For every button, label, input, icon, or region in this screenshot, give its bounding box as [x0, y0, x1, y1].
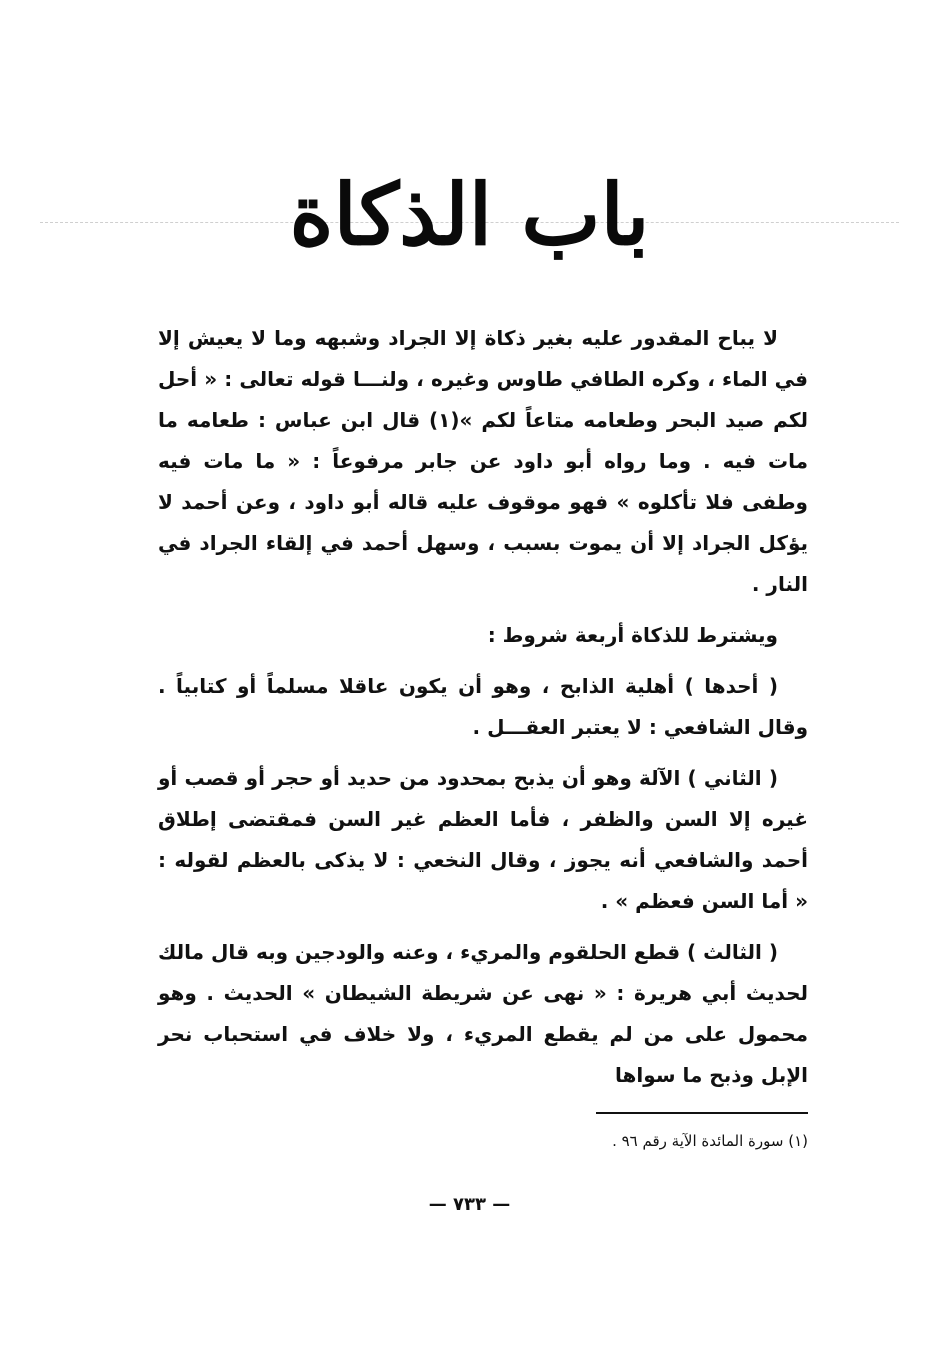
- paragraph-3: ( أحدها ) أهلية الذابح ، وهو أن يكون عاقلا مسلماً أو كتابياً . وقال الشافعي : لا يعتبر العقـــل .: [158, 674, 808, 739]
- footnote-separator: [596, 1112, 808, 1114]
- paragraph-2: ويشترط للذكاة أربعة شروط :: [487, 623, 778, 647]
- body-text: [158, 318, 808, 1096]
- page-number: — ٧٣٣ —: [428, 1194, 511, 1215]
- paragraph-4: ( الثاني ) الآلة وهو أن يذبح بمحدود من حديد أو حجر أو قصب أو غيره إلا السن والظفر ، فأما العظم غير السن فمقتضى إطلاق أحمد والشافعي أنه يجوز ، وقال النخعي : لا يذكى بالعظم لقوله : « أما السن فعظم » .: [158, 766, 808, 913]
- footnote: (١) سورة المائدة الآية رقم ٩٦ .: [612, 1132, 808, 1150]
- paragraph-1: لا يباح المقدور عليه بغير ذكاة إلا الجراد وشبهه وما لا يعيش إلا في الماء ، وكره الطافي طاوس وغيره ، ولنـــا قوله تعالى : « أحل لكم صيد البحر وطعامه متاعاً لكم »(١) قال ابن عباس : طعامه ما مات فيه . وما رواه أبو داود عن جابر مرفوعاً : « ما مات فيه وطفى فلا تأكلوه » فهو موقوف عليه قاله أبو داود ، وعن أحمد لا يؤكل الجراد إلا أن يموت بسبب ، وسهل أحمد في إلقاء الجراد في النار .: [158, 326, 808, 596]
- chapter-title: باب الذكاة: [289, 165, 650, 264]
- paragraph-5: ( الثالث ) قطع الحلقوم والمريء ، وعنه والودجين وبه قال مالك لحديث أبي هريرة : « نهى عن شريطة الشيطان » الحديث . وهو محمول على من لم يقطع المريء ، ولا خلاف في استحباب نحر الإبل وذبح ما سواها: [158, 940, 808, 1087]
